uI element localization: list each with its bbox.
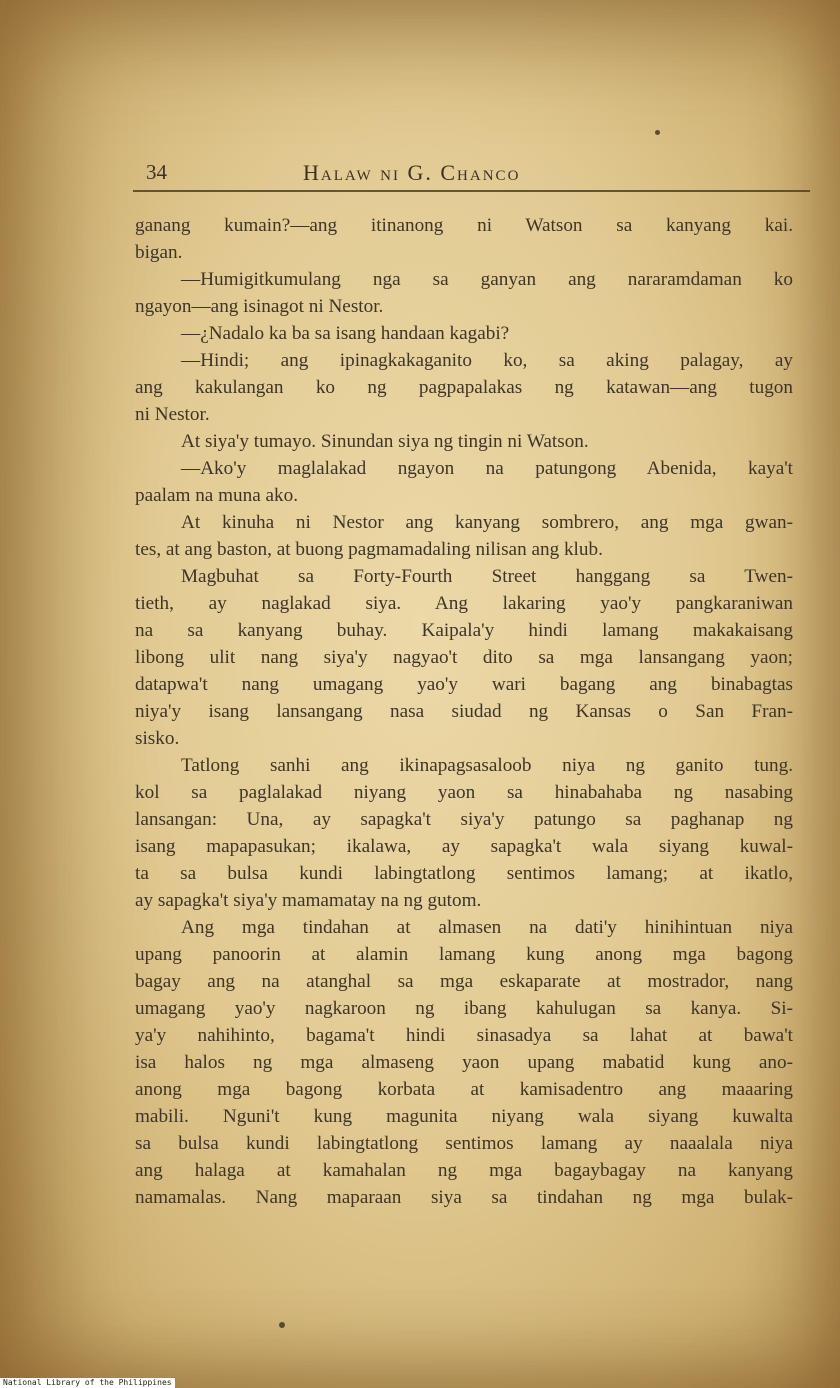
text-line: ya'y nahihinto, bagama't hindi sinasadya sa lahat at bawa't [135, 1025, 793, 1046]
text-line: datapwa't nang umagang yao'y wari bagang ang binabagtas [135, 674, 793, 695]
text-line: bigan. [135, 242, 183, 263]
text-line: tes, at ang baston, at buong pagmamadaling nilisan ang klub. [135, 539, 603, 560]
body-text [135, 212, 793, 1211]
text-line: anong mga bagong korbata at kamisadentro ang maaaring [135, 1079, 793, 1100]
text-line: Tatlong sanhi ang ikinapagsasaloob niya ng ganito tung. [181, 755, 793, 776]
text-line: At siya'y tumayo. Sinundan siya ng tingin ni Watson. [181, 431, 589, 452]
library-credit: National Library of the Philippines [0, 1378, 175, 1388]
text-line: ni Nestor. [135, 404, 210, 425]
text-line: —¿Nadalo ka ba sa isang handaan kagabi? [181, 323, 510, 344]
text-line: ganang kumain?—ang itinanong ni Watson sa kanyang kai. [135, 215, 793, 236]
text-line: Ang mga tindahan at almasen na dati'y hinihintuan niya [181, 917, 793, 938]
text-line: namamalas. Nang maparaan siya sa tindahan ng mga bulak- [135, 1187, 793, 1208]
text-line: mabili. Nguni't kung magunita niyang wala siyang kuwalta [135, 1106, 793, 1127]
text-line: isa halos ng mga almaseng yaon upang mabatid kung ano- [135, 1052, 793, 1073]
text-line: ta sa bulsa kundi labingtatlong sentimos lamang; at ikatlo, [135, 863, 793, 884]
text-line: libong ulit nang siya'y nagyao't dito sa mga lansangang yaon; [135, 647, 793, 668]
text-line: upang panoorin at alamin lamang kung anong mga bagong [135, 944, 793, 965]
page-number: 34 [146, 160, 167, 184]
ink-speck [279, 1322, 285, 1328]
text-line: At kinuha ni Nestor ang kanyang sombrero, ang mga gwan- [181, 512, 793, 533]
running-head: Halaw ni G. Chanco [303, 160, 521, 185]
text-line: ngayon—ang isinagot ni Nestor. [135, 296, 384, 317]
text-line: isang mapapasukan; ikalawa, ay sapagka't wala siyang kuwal- [135, 836, 793, 857]
ink-speck [655, 130, 660, 135]
text-line: Magbuhat sa Forty-Fourth Street hanggang sa Twen- [181, 566, 793, 587]
text-line: lansangan: Una, ay sapagka't siya'y patungo sa paghanap ng [135, 809, 793, 830]
text-line: paalam na muna ako. [135, 485, 299, 506]
text-line: ay sapagka't siya'y mamamatay na ng gutom. [135, 890, 482, 911]
text-line: bagay ang na atanghal sa mga eskaparate at mostrador, nang [135, 971, 793, 992]
page-header [133, 156, 808, 190]
text-line: ang kakulangan ko ng pagpapalakas ng katawan—ang tugon [135, 377, 793, 398]
text-line: sa bulsa kundi labingtatlong sentimos lamang ay naaalala niya [135, 1133, 793, 1154]
text-line: umagang yao'y nagkaroon ng ibang kahulugan sa kanya. Si- [135, 998, 793, 1019]
text-line: tieth, ay naglakad siya. Ang lakaring yao'y pangkaraniwan [135, 593, 793, 614]
header-rule [133, 190, 810, 192]
text-line: ang halaga at kamahalan ng mga bagaybagay na kanyang [135, 1160, 793, 1181]
text-line: na sa kanyang buhay. Kaipala'y hindi lamang makakaisang [135, 620, 793, 641]
text-line: —Humigitkumulang nga sa ganyan ang nararamdaman ko [181, 269, 793, 290]
text-line: kol sa paglalakad niyang yaon sa hinabahaba ng nasabing [135, 782, 793, 803]
text-line: —Hindi; ang ipinagkakaganito ko, sa aking palagay, ay [181, 350, 793, 371]
text-line: sisko. [135, 728, 180, 749]
text-line: niya'y isang lansangang nasa siudad ng Kansas o San Fran- [135, 701, 793, 722]
text-line: —Ako'y maglalakad ngayon na patungong Abenida, kaya't [181, 458, 793, 479]
